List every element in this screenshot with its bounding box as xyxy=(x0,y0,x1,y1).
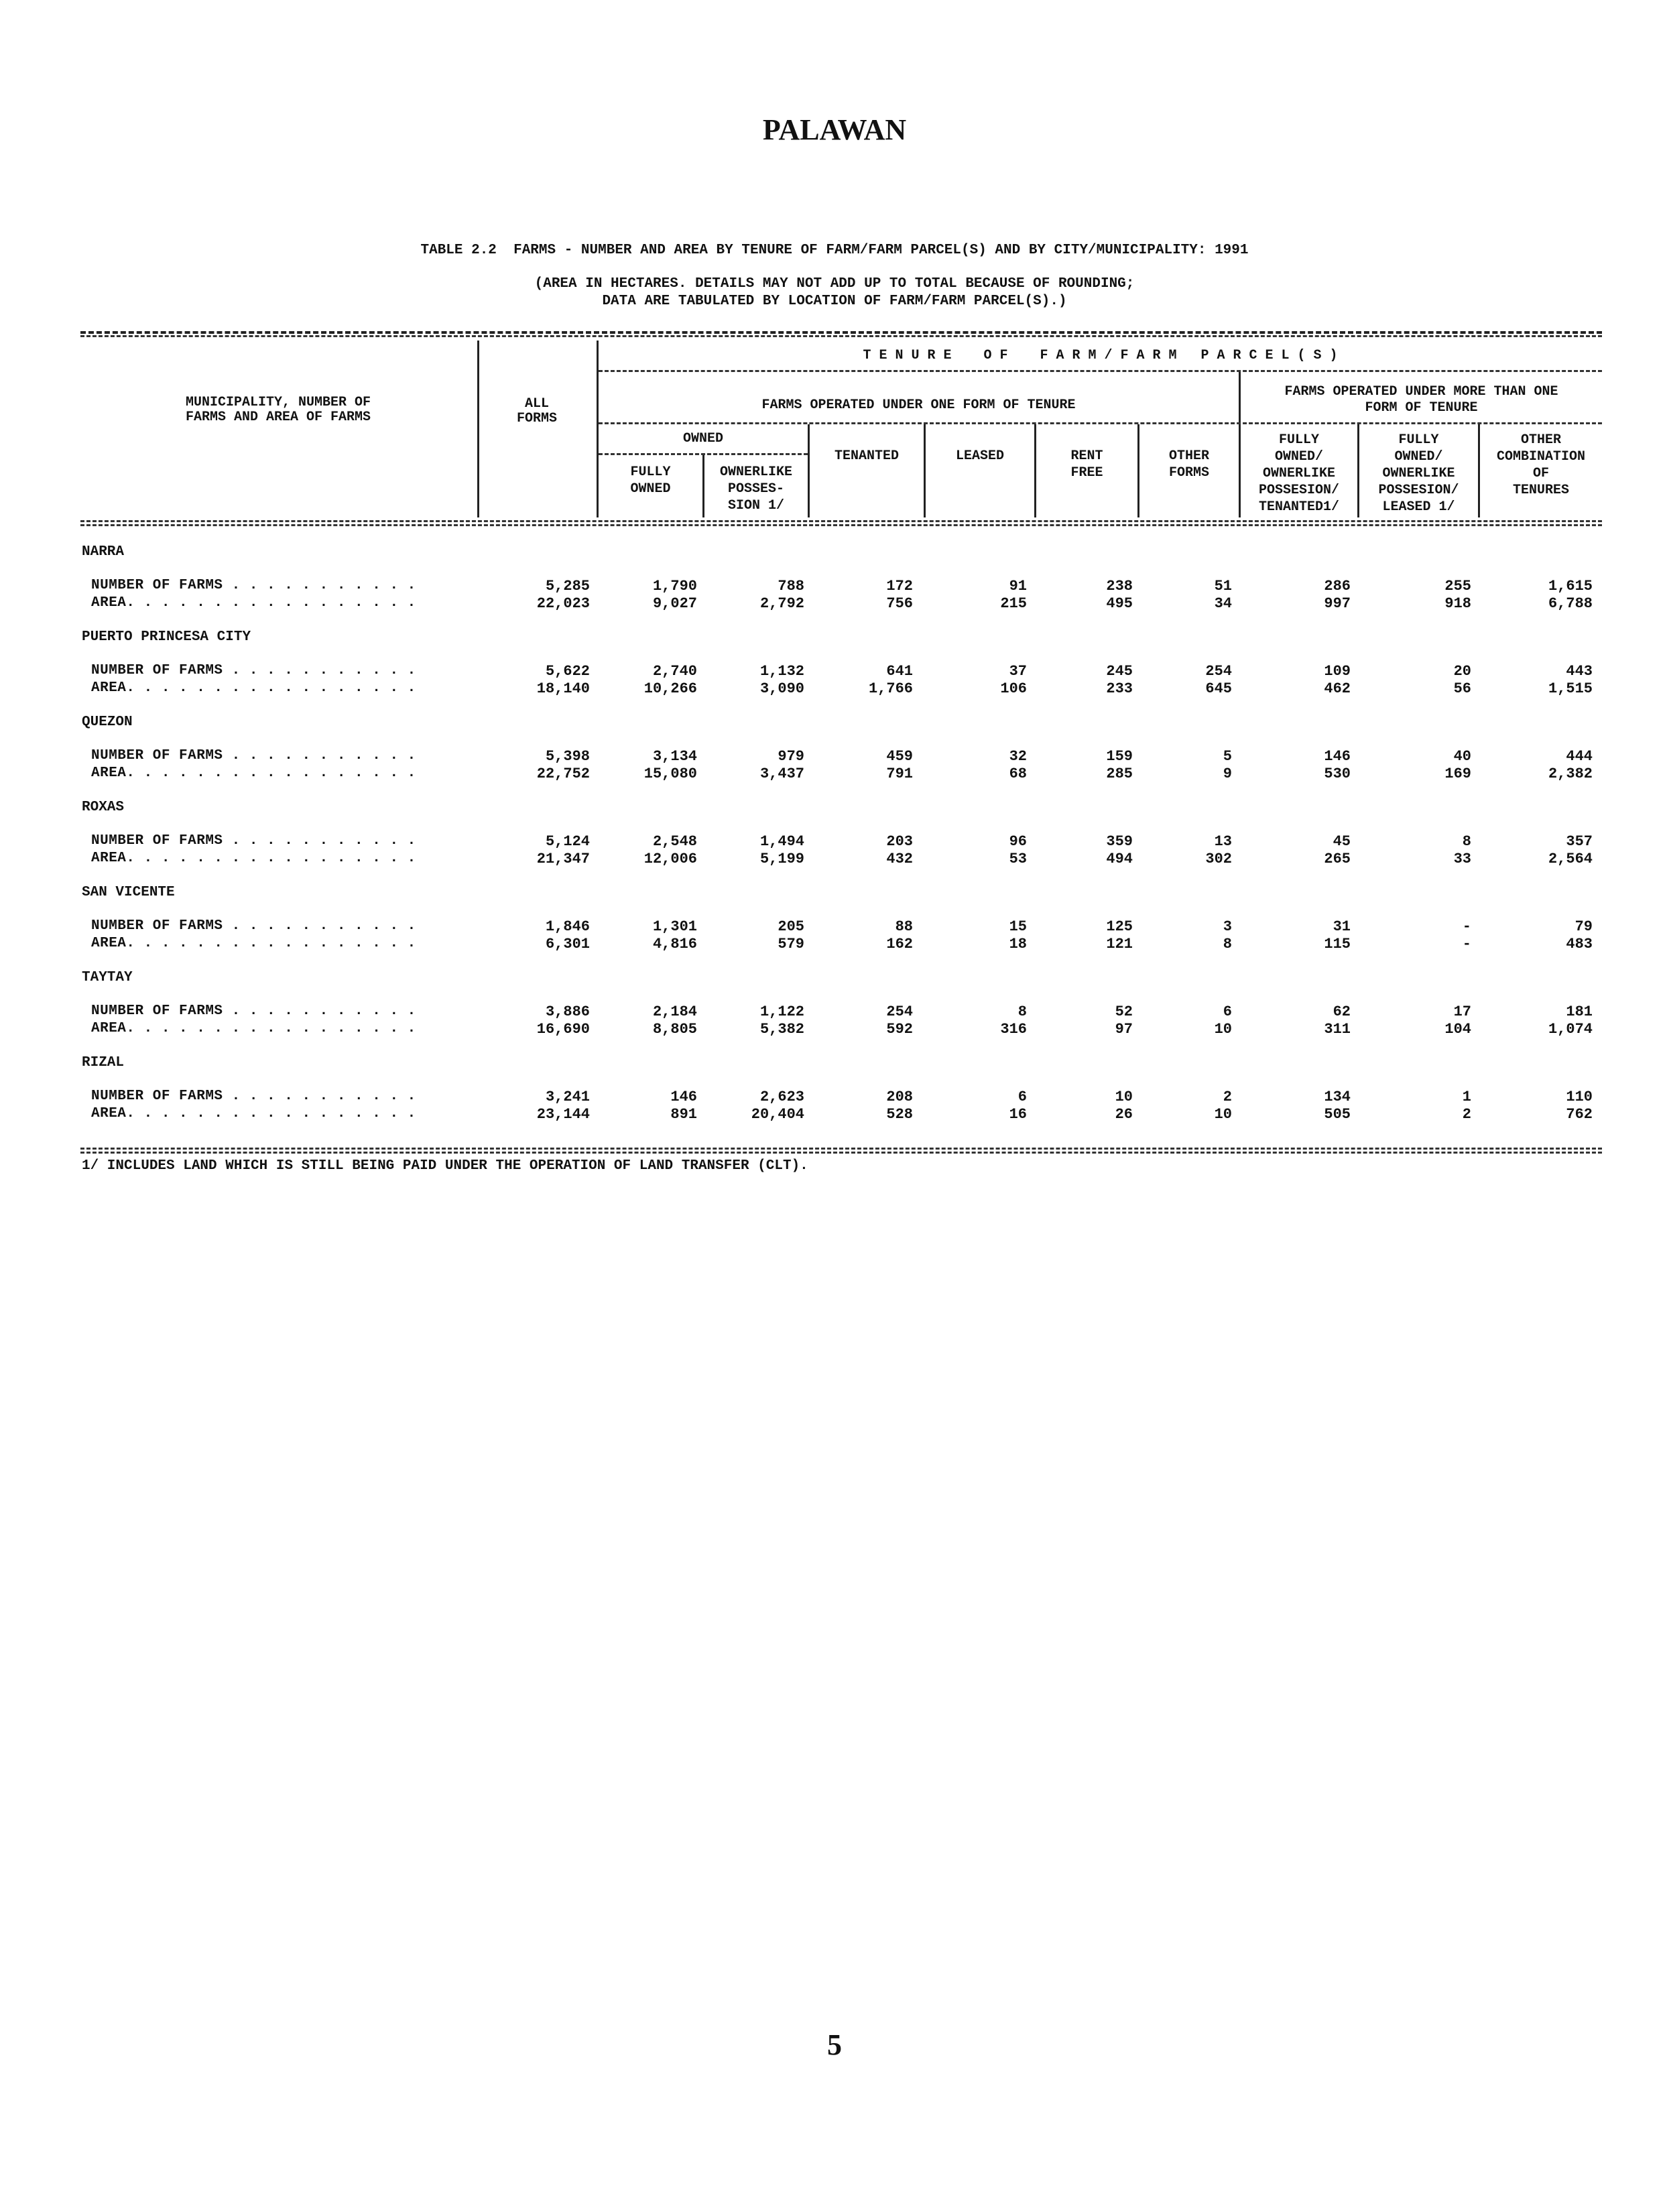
table-cell: 20,404 xyxy=(751,1106,804,1123)
header-fo-leased: FULLY OWNED/ OWNERLIKE POSSESION/ LEASED 1/ xyxy=(1378,432,1459,515)
municipality-name: NARRA xyxy=(82,544,125,560)
table-cell: 311 xyxy=(1324,1021,1351,1038)
table-cell: 238 xyxy=(1106,578,1133,595)
table-cell: 2,564 xyxy=(1548,851,1593,867)
top-rule xyxy=(80,331,1602,334)
municipality-name: QUEZON xyxy=(82,715,133,730)
table-cell: 3 xyxy=(1223,918,1232,935)
table-cell: 52 xyxy=(1115,1003,1133,1020)
table-cell: 762 xyxy=(1566,1106,1593,1123)
table-cell: 3,241 xyxy=(545,1089,590,1105)
table-cell: 62 xyxy=(1333,1003,1351,1020)
table-cell: 79 xyxy=(1574,918,1593,935)
table-cell: 1,790 xyxy=(652,578,697,595)
table-cell: 5,285 xyxy=(545,578,590,595)
row-label-area: AREA. . . . . . . . . . . . . . . . . xyxy=(91,595,416,611)
table-cell: 37 xyxy=(1009,663,1027,680)
table-cell: 16 xyxy=(1009,1106,1027,1123)
page-number: 5 xyxy=(827,2028,842,2061)
row-label-area: AREA. . . . . . . . . . . . . . . . . xyxy=(91,1021,416,1036)
table-cell: 18,140 xyxy=(536,680,590,697)
table-cell: 9 xyxy=(1223,765,1232,782)
table-cell: 26 xyxy=(1115,1106,1133,1123)
table-cell: 756 xyxy=(886,595,913,612)
table-cell: 302 xyxy=(1205,851,1232,867)
table-cell: 233 xyxy=(1106,680,1133,697)
table-cell: 444 xyxy=(1566,748,1593,765)
municipality-name: RIZAL xyxy=(82,1055,125,1070)
col-divider xyxy=(808,424,810,517)
col-divider xyxy=(924,424,926,517)
table-cell: 146 xyxy=(670,1089,697,1105)
top-rule-2 xyxy=(80,335,1602,337)
table-cell: 32 xyxy=(1009,748,1027,765)
header-one-form: FARMS OPERATED UNDER ONE FORM OF TENURE xyxy=(761,397,1076,413)
table-cell: 68 xyxy=(1009,765,1027,782)
table-cell: 134 xyxy=(1324,1089,1351,1105)
row-label-number: NUMBER OF FARMS . . . . . . . . . . . xyxy=(91,1003,416,1019)
table-cell: 254 xyxy=(886,1003,913,1020)
table-cell: 203 xyxy=(886,833,913,850)
table-cell: 316 xyxy=(1000,1021,1027,1038)
table-cell: 6,301 xyxy=(545,936,590,953)
col-divider xyxy=(477,341,479,517)
table-cell: 205 xyxy=(778,918,804,935)
table-cell: 18 xyxy=(1009,936,1027,953)
table-cell: 10,266 xyxy=(643,680,697,697)
table-cell: 169 xyxy=(1444,765,1471,782)
table-cell: 5,382 xyxy=(759,1021,804,1038)
header-more-2: FORM OF TENURE xyxy=(1365,400,1478,416)
table-cell: 15 xyxy=(1009,918,1027,935)
table-cell: 5,124 xyxy=(545,833,590,850)
table-cell: 12,006 xyxy=(643,851,697,867)
row-label-area: AREA. . . . . . . . . . . . . . . . . xyxy=(91,936,416,951)
table-cell: 1,515 xyxy=(1548,680,1593,697)
table-cell: 1,122 xyxy=(759,1003,804,1020)
table-cell: 20 xyxy=(1453,663,1471,680)
table-cell: 51 xyxy=(1214,578,1232,595)
table-cell: 15,080 xyxy=(643,765,697,782)
table-cell: 579 xyxy=(778,936,804,953)
bottom-rule-2 xyxy=(80,1152,1602,1154)
table-cell: - xyxy=(1462,918,1471,935)
table-cell: 285 xyxy=(1106,765,1133,782)
table-cell: 979 xyxy=(778,748,804,765)
table-cell: 40 xyxy=(1453,748,1471,765)
table-cell: 2,382 xyxy=(1548,765,1593,782)
table-cell: 641 xyxy=(886,663,913,680)
table-cell: 592 xyxy=(886,1021,913,1038)
table-cell: 104 xyxy=(1444,1021,1471,1038)
table-cell: 1,615 xyxy=(1548,578,1593,595)
table-cell: 3,437 xyxy=(759,765,804,782)
table-cell: 34 xyxy=(1214,595,1232,612)
row-label-number: NUMBER OF FARMS . . . . . . . . . . . xyxy=(91,578,416,593)
table-cell: 22,023 xyxy=(536,595,590,612)
table-cell: 9,027 xyxy=(652,595,697,612)
table-cell: 2 xyxy=(1223,1089,1232,1105)
header-more-1: FARMS OPERATED UNDER MORE THAN ONE xyxy=(1284,384,1558,400)
table-cell: 2,740 xyxy=(652,663,697,680)
table-cell: 6 xyxy=(1017,1089,1027,1105)
table-cell: 3,886 xyxy=(545,1003,590,1020)
table-subtitle-1: (AREA IN HECTARES. DETAILS MAY NOT ADD UP TO TOTAL BECAUSE OF ROUNDING; xyxy=(534,276,1135,292)
table-cell: 462 xyxy=(1324,680,1351,697)
table-cell: 443 xyxy=(1566,663,1593,680)
table-cell: 88 xyxy=(895,918,913,935)
row-label-area: AREA. . . . . . . . . . . . . . . . . xyxy=(91,1106,416,1121)
table-cell: 245 xyxy=(1106,663,1133,680)
header-fo-tenanted: FULLY OWNED/ OWNERLIKE POSSESION/ TENANTED1/ xyxy=(1258,432,1340,515)
bottom-rule xyxy=(80,1148,1602,1150)
table-cell: 495 xyxy=(1106,595,1133,612)
table-cell: 8 xyxy=(1462,833,1471,850)
header-other-comb: OTHER COMBINATION OF TENURES xyxy=(1496,432,1586,498)
table-cell: 146 xyxy=(1324,748,1351,765)
table-cell: 115 xyxy=(1324,936,1351,953)
header-stub-2: FARMS AND AREA OF FARMS xyxy=(185,410,371,425)
table-cell: 791 xyxy=(886,765,913,782)
table-cell: 494 xyxy=(1106,851,1133,867)
table-cell: 2,623 xyxy=(759,1089,804,1105)
table-cell: 53 xyxy=(1009,851,1027,867)
table-cell: 2,548 xyxy=(652,833,697,850)
table-cell: 6 xyxy=(1223,1003,1232,1020)
table-cell: 16,690 xyxy=(536,1021,590,1038)
table-cell: 97 xyxy=(1115,1021,1133,1038)
table-cell: 106 xyxy=(1000,680,1027,697)
table-title: TABLE 2.2 FARMS - NUMBER AND AREA BY TENURE OF FARM/FARM PARCEL(S) AND BY CITY/MUNICIPALITY: 1991 xyxy=(420,243,1249,258)
header-all-1: ALL xyxy=(524,396,549,412)
table-cell: 1,766 xyxy=(868,680,913,697)
header-leased: LEASED xyxy=(955,448,1004,464)
table-cell: 918 xyxy=(1444,595,1471,612)
header-tenanted: TENANTED xyxy=(834,448,899,464)
table-cell: 286 xyxy=(1324,578,1351,595)
table-subtitle-2: DATA ARE TABULATED BY LOCATION OF FARM/FARM PARCEL(S).) xyxy=(602,294,1067,309)
table-cell: 208 xyxy=(886,1089,913,1105)
row-label-area: AREA. . . . . . . . . . . . . . . . . xyxy=(91,680,416,696)
table-cell: 8 xyxy=(1223,936,1232,953)
row-label-number: NUMBER OF FARMS . . . . . . . . . . . xyxy=(91,1089,416,1104)
table-cell: 357 xyxy=(1566,833,1593,850)
table-cell: 110 xyxy=(1566,1089,1593,1105)
row-label-number: NUMBER OF FARMS . . . . . . . . . . . xyxy=(91,748,416,763)
table-cell: 22,752 xyxy=(536,765,590,782)
table-cell: 31 xyxy=(1333,918,1351,935)
header-bottom-rule-2 xyxy=(80,524,1602,526)
table-cell: 265 xyxy=(1324,851,1351,867)
table-cell: 359 xyxy=(1106,833,1133,850)
table-cell: 505 xyxy=(1324,1106,1351,1123)
table-cell: 125 xyxy=(1106,918,1133,935)
municipality-name: SAN VICENTE xyxy=(82,885,175,900)
table-cell: 530 xyxy=(1324,765,1351,782)
table-cell: 10 xyxy=(1115,1089,1133,1105)
row-label-number: NUMBER OF FARMS . . . . . . . . . . . xyxy=(91,918,416,934)
table-cell: 17 xyxy=(1453,1003,1471,1020)
header-tenure: T E N U R E O F F A R M / F A R M P A R C E L ( S ) xyxy=(863,348,1338,363)
table-cell: 10 xyxy=(1214,1021,1232,1038)
municipality-name: ROXAS xyxy=(82,800,125,815)
table-cell: 891 xyxy=(670,1106,697,1123)
table-cell: 5,398 xyxy=(545,748,590,765)
header-bottom-rule xyxy=(80,520,1602,522)
table-cell: 432 xyxy=(886,851,913,867)
table-cell: 254 xyxy=(1205,663,1232,680)
table-cell: 1,301 xyxy=(652,918,697,935)
table-cell: 181 xyxy=(1566,1003,1593,1020)
table-cell: 159 xyxy=(1106,748,1133,765)
header-stub-1: MUNICIPALITY, NUMBER OF xyxy=(185,395,371,410)
table-cell: 1,846 xyxy=(545,918,590,935)
table-cell: 96 xyxy=(1009,833,1027,850)
header-other-forms: OTHER FORMS xyxy=(1168,448,1209,481)
table-cell: 1,132 xyxy=(759,663,804,680)
table-cell: 2,792 xyxy=(759,595,804,612)
table-cell: 1,074 xyxy=(1548,1021,1593,1038)
table-cell: 8 xyxy=(1017,1003,1027,1020)
province-title: PALAWAN xyxy=(762,113,907,146)
table-cell: 2,184 xyxy=(652,1003,697,1020)
table-cell: 4,816 xyxy=(652,936,697,953)
footnote: 1/ INCLUDES LAND WHICH IS STILL BEING PAID UNDER THE OPERATION OF LAND TRANSFER (CLT). xyxy=(82,1158,808,1174)
table-cell: 645 xyxy=(1205,680,1232,697)
table-cell: 6,788 xyxy=(1548,595,1593,612)
table-cell: 3,134 xyxy=(652,748,697,765)
row-label-area: AREA. . . . . . . . . . . . . . . . . xyxy=(91,765,416,781)
municipality-name: TAYTAY xyxy=(82,970,133,985)
table-cell: 56 xyxy=(1453,680,1471,697)
header-rent-free: RENT FREE xyxy=(1070,448,1103,481)
table-cell: 109 xyxy=(1324,663,1351,680)
row-label-number: NUMBER OF FARMS . . . . . . . . . . . xyxy=(91,833,416,849)
table-cell: 172 xyxy=(886,578,913,595)
table-cell: 33 xyxy=(1453,851,1471,867)
table-cell: 10 xyxy=(1214,1106,1232,1123)
table-cell: 215 xyxy=(1000,595,1027,612)
table-cell: - xyxy=(1462,936,1471,953)
table-cell: 8,805 xyxy=(652,1021,697,1038)
table-cell: 788 xyxy=(778,578,804,595)
header-owned: OWNED xyxy=(682,431,723,446)
header-rule xyxy=(599,370,1602,372)
table-cell: 483 xyxy=(1566,936,1593,953)
table-cell: 1 xyxy=(1462,1089,1471,1105)
table-cell: 121 xyxy=(1106,936,1133,953)
table-cell: 5,622 xyxy=(545,663,590,680)
table-cell: 2 xyxy=(1462,1106,1471,1123)
header-all-2: FORMS xyxy=(516,411,557,426)
table-cell: 45 xyxy=(1333,833,1351,850)
header-ownerlike: OWNERLIKE POSSES- SION 1/ xyxy=(719,465,793,513)
table-cell: 5 xyxy=(1223,748,1232,765)
row-label-area: AREA. . . . . . . . . . . . . . . . . xyxy=(91,851,416,866)
table-cell: 255 xyxy=(1444,578,1471,595)
table-cell: 459 xyxy=(886,748,913,765)
table-cell: 997 xyxy=(1324,595,1351,612)
table-cell: 5,199 xyxy=(759,851,804,867)
table-cell: 162 xyxy=(886,936,913,953)
table-cell: 21,347 xyxy=(536,851,590,867)
header-rule xyxy=(599,422,1602,424)
header-fully-owned: FULLY OWNED xyxy=(630,465,671,497)
table-cell: 23,144 xyxy=(536,1106,590,1123)
table-cell: 1,494 xyxy=(759,833,804,850)
table-cell: 13 xyxy=(1214,833,1232,850)
table-cell: 91 xyxy=(1009,578,1027,595)
table-cell: 3,090 xyxy=(759,680,804,697)
municipality-name: PUERTO PRINCESA CITY xyxy=(82,629,251,645)
table-cell: 528 xyxy=(886,1106,913,1123)
row-label-number: NUMBER OF FARMS . . . . . . . . . . . xyxy=(91,663,416,678)
